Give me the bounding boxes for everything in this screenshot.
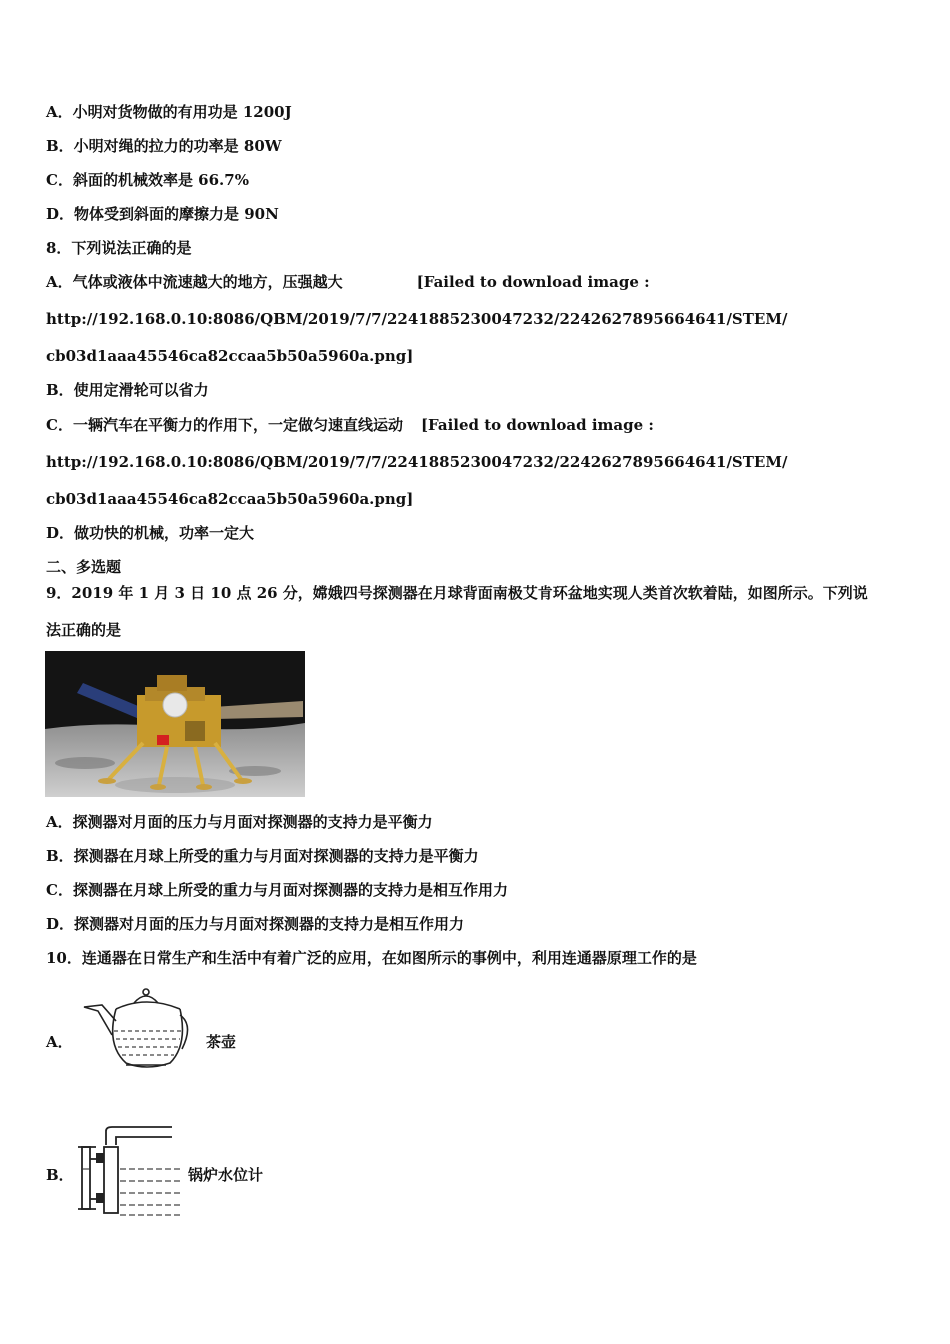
q10-option-a-label: 茶壶 (206, 1033, 237, 1051)
q8-stem: 8．下列说法正确的是 (46, 239, 192, 257)
q7-option-a: A．小明对货物做的有用功是 1200J (46, 103, 292, 121)
q8-option-a (46, 272, 650, 292)
q7-option-c: C．斜面的机械效率是 66.7% (46, 171, 249, 189)
failed-image-filename: cb03d1aaa45546ca82ccaa5b50a5960a.png] (46, 347, 414, 365)
q7-option-d: D．物体受到斜面的摩擦力是 90N (46, 205, 279, 223)
q9-option-b: B．探测器在月球上所受的重力与月面对探测器的支持力是平衡力 (46, 847, 479, 865)
failed-image-note: [Failed to download image : (420, 416, 654, 434)
q10-option-a-letter: A． (46, 1033, 73, 1051)
q8-option-d: D．做功快的机械，功率一定大 (46, 524, 255, 542)
failed-image-url: http://192.168.0.10:8086/QBM/2019/7/7/2241885230047232/2242627895664641/STEM/ (46, 310, 788, 328)
q7-option-b: B．小明对绳的拉力的功率是 80W (46, 137, 282, 155)
q9-stem-continued: 法正确的是 (46, 621, 122, 639)
q10-option-b-letter: B． (46, 1166, 74, 1184)
failed-image-filename: cb03d1aaa45546ca82ccaa5b50a5960a.png] (46, 490, 414, 508)
q9-option-d: D．探测器对月面的压力与月面对探测器的支持力是相互作用力 (46, 915, 465, 933)
teapot-icon (82, 985, 194, 1073)
q9-stem: 9．2019 年 1 月 3 日 10 点 26 分，嫦娥四号探测器在月球背面南极艾肯环盆地实现人类首次软着陆，如图所示。下列说 (46, 584, 868, 602)
boiler-gauge-icon (76, 1125, 182, 1217)
lunar-lander-photo (45, 651, 305, 797)
q9-option-a: A．探测器对月面的压力与月面对探测器的支持力是平衡力 (46, 813, 433, 831)
q8-option-a-text: A．气体或液体中流速越大的地方，压强越大 (46, 273, 343, 291)
failed-image-url: http://192.168.0.10:8086/QBM/2019/7/7/2241885230047232/2242627895664641/STEM/ (46, 453, 788, 471)
failed-image-note: [Failed to download image : (416, 273, 650, 291)
section-heading: 二、多选题 (46, 558, 122, 576)
q8-option-c (46, 415, 654, 435)
q8-option-c-text: C．一辆汽车在平衡力的作用下，一定做匀速直线运动 (46, 416, 403, 434)
q8-option-b: B．使用定滑轮可以省力 (46, 381, 209, 399)
q10-option-b-label: 锅炉水位计 (188, 1166, 264, 1184)
q9-option-c: C．探测器在月球上所受的重力与月面对探测器的支持力是相互作用力 (46, 881, 508, 899)
q10-stem: 10．连通器在日常生产和生活中有着广泛的应用，在如图所示的事例中，利用连通器原理工作的是 (46, 949, 697, 967)
